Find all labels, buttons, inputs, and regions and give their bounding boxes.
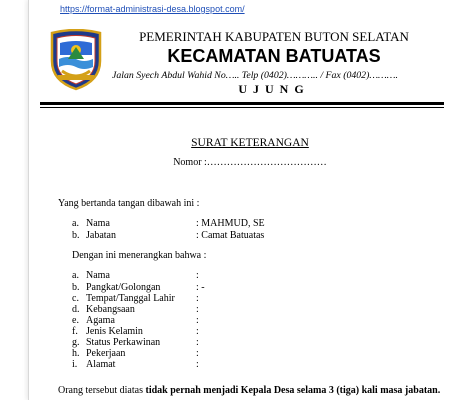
field-value: : [196, 270, 199, 281]
field-label: Status Perkawinan [86, 337, 161, 348]
field-value: : [196, 293, 199, 304]
field-letter: b. [72, 282, 80, 293]
field-value: : - [196, 282, 205, 293]
letterhead-rule-thick [40, 102, 444, 105]
field-label: Alamat [86, 359, 116, 370]
signatory-value: : MAHMUD, SE [196, 218, 265, 229]
office-address: Jalan Syech Abdul Wahid No….. Telp (0402)……….. / Fax (0402)………. [112, 70, 398, 81]
field-label: Kebangsaan [86, 304, 135, 315]
signatory-letter: b. [72, 230, 80, 241]
field-label: Pangkat/Golongan [86, 282, 161, 293]
letterhead-rule-thin [40, 107, 444, 108]
field-value: : [196, 337, 199, 348]
subject-intro: Dengan ini menerangkan bahwa : [72, 250, 207, 261]
signatory-intro: Yang bertanda tangan dibawah ini : [58, 198, 200, 209]
field-label: Tempat/Tanggal Lahir [86, 293, 175, 304]
government-name: PEMERINTAH KABUPATEN BUTON SELATAN [139, 29, 409, 44]
field-letter: a. [72, 270, 79, 281]
field-label: Nama [86, 270, 110, 281]
field-value: : [196, 315, 199, 326]
field-label: Agama [86, 315, 115, 326]
field-letter: h. [72, 348, 80, 359]
field-letter: i. [72, 359, 78, 370]
field-letter: g. [72, 337, 80, 348]
letter-number: Nomor :……………………………… [173, 157, 327, 168]
signatory-letter: a. [72, 218, 79, 229]
district-name: KECAMATAN BATUATAS [167, 46, 381, 66]
field-value: : [196, 359, 199, 370]
town-name: UJUNG [238, 82, 310, 96]
field-letter: e. [72, 315, 79, 326]
signatory-label: Nama [86, 218, 110, 229]
field-value: : [196, 348, 199, 359]
field-letter: d. [72, 304, 80, 315]
field-label: Jenis Kelamin [86, 326, 143, 337]
field-letter: c. [72, 293, 79, 304]
field-value: : [196, 304, 199, 315]
field-letter: f. [72, 326, 78, 337]
closing-prefix: Orang tersebut diatas [58, 385, 146, 396]
closing-statement [58, 385, 440, 397]
letter-title: SURAT KETERANGAN [191, 137, 309, 149]
source-link[interactable]: https://format-administrasi-desa.blogspot.com/ [60, 4, 245, 14]
signatory-value: : Camat Batuatas [196, 230, 265, 241]
field-value: : [196, 326, 199, 337]
signatory-label: Jabatan [86, 230, 116, 241]
seal-emblem-icon [48, 29, 104, 91]
closing-emphasis: tidak pernah menjadi Kepala Desa selama 3 (tiga) kali masa jabatan. [145, 385, 441, 396]
field-label: Pekerjaan [86, 348, 126, 359]
